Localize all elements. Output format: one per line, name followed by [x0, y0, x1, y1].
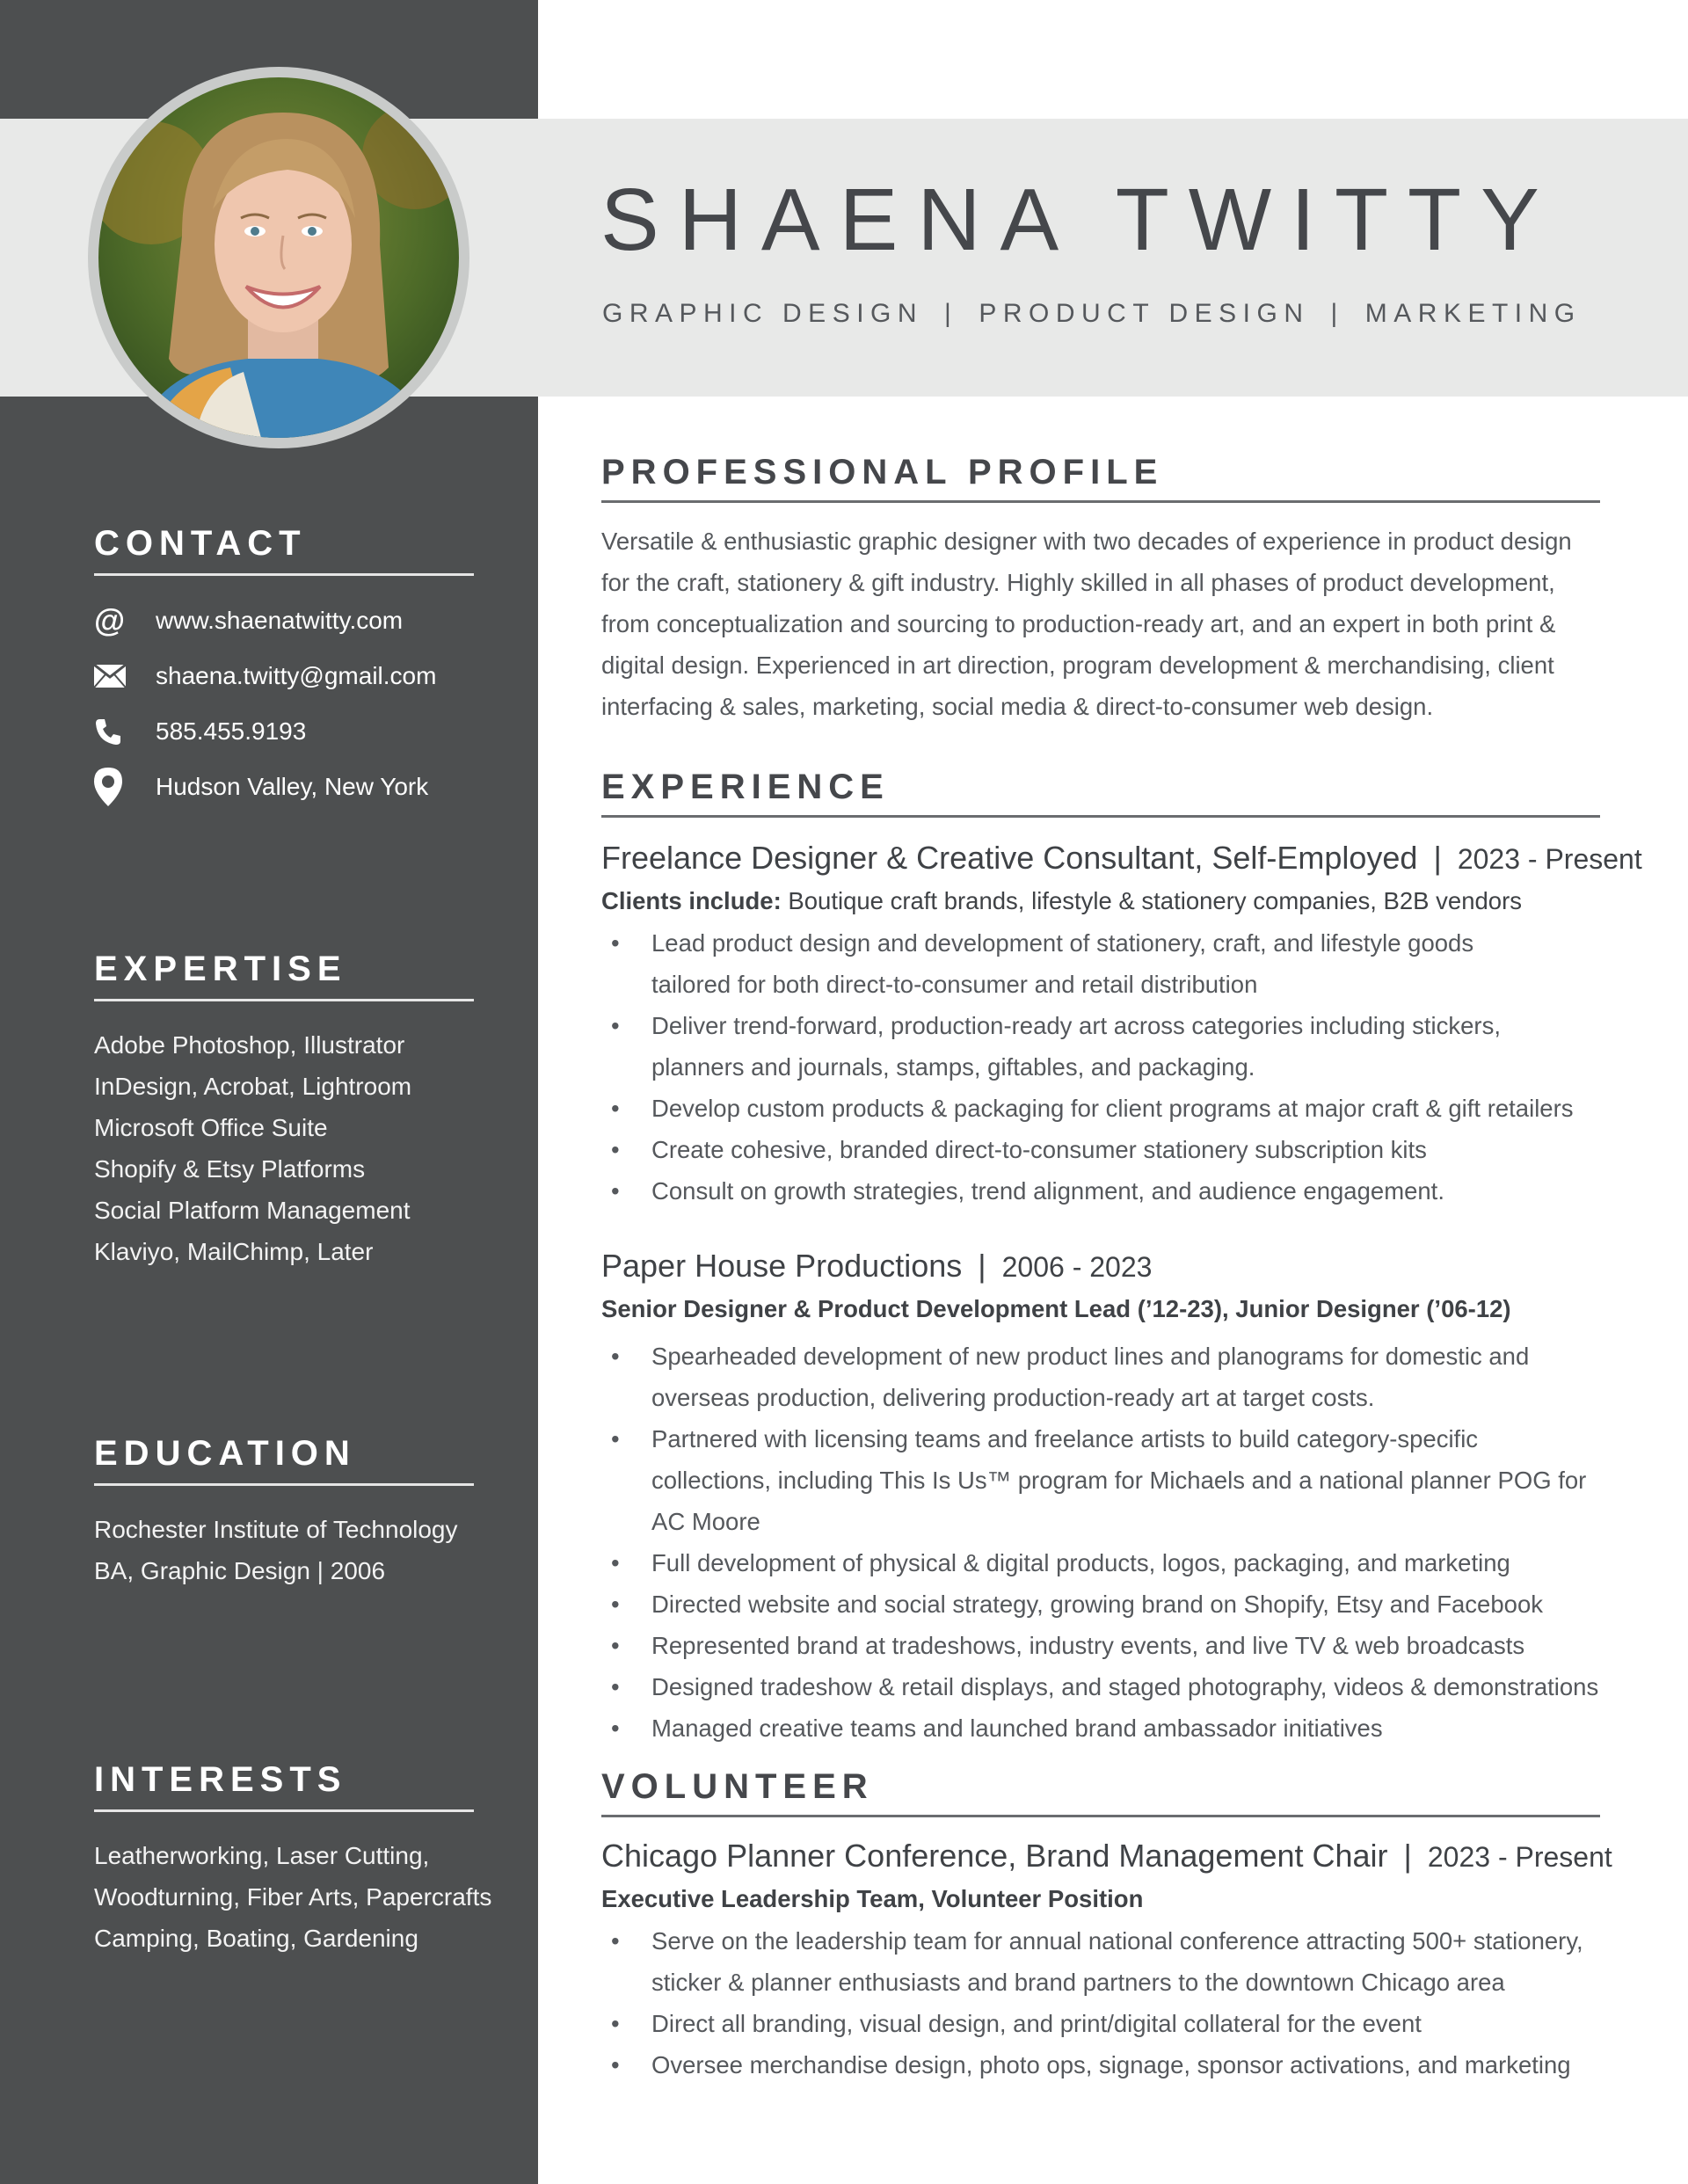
volunteer-title-text: Chicago Planner Conference, Brand Management Chair [601, 1838, 1388, 1874]
phone-number[interactable]: 585.455.9193 [156, 717, 307, 745]
expertise-item: Klaviyo, MailChimp, Later [94, 1238, 374, 1265]
education-heading: EDUCATION [94, 1436, 474, 1486]
job-bullets [601, 1336, 1600, 1749]
job-entry [601, 839, 1642, 1212]
job-subtitle-label: Senior Designer & Product Development Lead (’12-23), Junior Designer (’06-12) [601, 1295, 1511, 1323]
phone-icon [94, 717, 156, 746]
location-text: Hudson Valley, New York [156, 772, 429, 800]
job-dates: 2006 - 2023 [1001, 1251, 1153, 1284]
expertise-item: Shopify & Etsy Platforms [94, 1155, 366, 1183]
profile-text: Versatile & enthusiastic graphic designer with two decades of experience in product design for the craft, stationery & gift industry. Highly skilled in all phases of product development, from conceptualization and sourcing to production-ready art, and an expert in both print & digital design. Experienced in art direction, program development & merchandising, client interfacing & sales, marketing, social media & direct-to-consumer web design. [601, 528, 1572, 720]
job-title-text: Freelance Designer & Creative Consultant, Self-Employed [601, 840, 1418, 876]
contact-list [94, 593, 474, 814]
experience-section [601, 768, 1642, 1749]
job-entry [601, 1247, 1600, 1749]
job-subtitle-label: Clients include: [601, 887, 782, 915]
website-link[interactable]: www.shaenatwitty.com [156, 606, 404, 634]
expertise-section [94, 951, 474, 1272]
expertise-heading: EXPERTISE [94, 951, 474, 1001]
contact-website[interactable] [94, 593, 474, 648]
job-title-text: Paper House Productions [601, 1248, 963, 1285]
job-bullet: • Consult on growth strategies, trend alignment, and audience engagement. [601, 1170, 1600, 1212]
job-bullet: • Represented brand at tradeshows, industry events, and live TV & web broadcasts [601, 1625, 1600, 1666]
job-bullet: • Full development of physical & digital products, logos, packaging, and marketing [601, 1542, 1600, 1583]
volunteer-section [601, 1767, 1612, 2086]
interests-item: Woodturning, Fiber Arts, Papercrafts [94, 1883, 492, 1911]
job-bullet: • Develop custom products & packaging for client programs at major craft & gift retailers [601, 1088, 1600, 1129]
job-subtitle [601, 1292, 1600, 1327]
title-separator: | [978, 1248, 986, 1285]
expertise-item: Microsoft Office Suite [94, 1114, 328, 1141]
job-bullet: • Spearheaded development of new product lines and planograms for domestic and overseas production, delivering production-ready art at target costs. [601, 1336, 1600, 1418]
education-item: BA, Graphic Design | 2006 [94, 1557, 386, 1584]
email-link[interactable]: shaena.twitty@gmail.com [156, 661, 437, 689]
volunteer-bullet: • Serve on the leadership team for annual national conference attracting 500+ stationery, sticker & planner enthusiasts and brand partners to the downtown Chicago area [601, 1920, 1600, 2003]
mail-icon [94, 665, 156, 688]
expertise-item: InDesign, Acrobat, Lightroom [94, 1073, 412, 1100]
volunteer-heading: VOLUNTEER [601, 1769, 1600, 1817]
volunteer-bullets [601, 1920, 1600, 2086]
candidate-name: SHAENA TWITTY [600, 171, 1559, 269]
volunteer-subtitle [601, 1882, 1600, 1917]
expertise-item: Adobe Photoshop, Illustrator [94, 1031, 405, 1059]
job-bullet: • Lead product design and development of stationery, craft, and lifestyle goods tailored for both direct-to-consumer and retail distribution [601, 922, 1600, 1005]
interests-item: Leatherworking, Laser Cutting, [94, 1842, 430, 1869]
tagline-item: PRODUCT DESIGN [979, 299, 1310, 328]
portrait-photo [98, 77, 459, 438]
job-title [601, 839, 1642, 877]
education-list [94, 1509, 474, 1591]
expertise-list [94, 1024, 474, 1272]
title-separator: | [1433, 840, 1442, 876]
volunteer-bullet: • Oversee merchandise design, photo ops, signage, sponsor activations, and marketing [601, 2044, 1600, 2086]
interests-heading: INTERESTS [94, 1762, 474, 1812]
location-pin-icon [94, 768, 156, 806]
job-bullets [601, 922, 1600, 1212]
job-bullet: • Partnered with licensing teams and freelance artists to build category-specific collections, including This Is Us™ program for Michaels and a national planner POG for AC Moore [601, 1418, 1600, 1542]
tagline-separator: | [1330, 299, 1344, 328]
contact-heading: CONTACT [94, 526, 474, 576]
job-subtitle [601, 884, 1600, 919]
profile-heading: PROFESSIONAL PROFILE [601, 455, 1600, 503]
job-title [601, 1247, 1600, 1285]
volunteer-title [601, 1837, 1612, 1875]
profile-section [601, 455, 1600, 727]
contact-section [94, 526, 474, 814]
experience-heading: EXPERIENCE [601, 769, 1600, 818]
contact-location [94, 759, 474, 814]
job-bullet: • Directed website and social strategy, growing brand on Shopify, Etsy and Facebook [601, 1583, 1600, 1625]
volunteer-subtitle-label: Executive Leadership Team, Volunteer Position [601, 1885, 1144, 1913]
contact-phone[interactable] [94, 703, 474, 759]
job-subtitle-text: Boutique craft brands, lifestyle & stationery companies, B2B vendors [781, 887, 1522, 915]
tagline [602, 299, 1582, 329]
volunteer-entry [601, 1837, 1612, 2086]
job-bullet: • Designed tradeshow & retail displays, and staged photography, videos & demonstrations [601, 1666, 1600, 1707]
job-bullet: • Managed creative teams and launched brand ambassador initiatives [601, 1707, 1600, 1749]
interests-list [94, 1835, 492, 1959]
tagline-item: MARKETING [1364, 299, 1582, 328]
expertise-item: Social Platform Management [94, 1197, 411, 1224]
title-separator: | [1403, 1838, 1412, 1874]
interests-item: Camping, Boating, Gardening [94, 1925, 418, 1952]
volunteer-dates: 2023 - Present [1427, 1841, 1612, 1873]
volunteer-bullet: • Direct all branding, visual design, and print/digital collateral for the event [601, 2003, 1600, 2044]
contact-email[interactable] [94, 648, 474, 703]
tagline-item: GRAPHIC DESIGN [602, 299, 924, 328]
job-bullet: • Create cohesive, branded direct-to-consumer stationery subscription kits [601, 1129, 1600, 1170]
education-section [94, 1436, 474, 1591]
at-icon: @ [94, 601, 126, 638]
interests-section [94, 1760, 492, 1959]
education-item: Rochester Institute of Technology [94, 1516, 458, 1543]
job-bullet: • Deliver trend-forward, production-ready art across categories including stickers, planners and journals, stamps, giftables, and packaging. [601, 1005, 1600, 1088]
job-dates: 2023 - Present [1457, 843, 1642, 875]
tagline-separator: | [944, 299, 958, 328]
